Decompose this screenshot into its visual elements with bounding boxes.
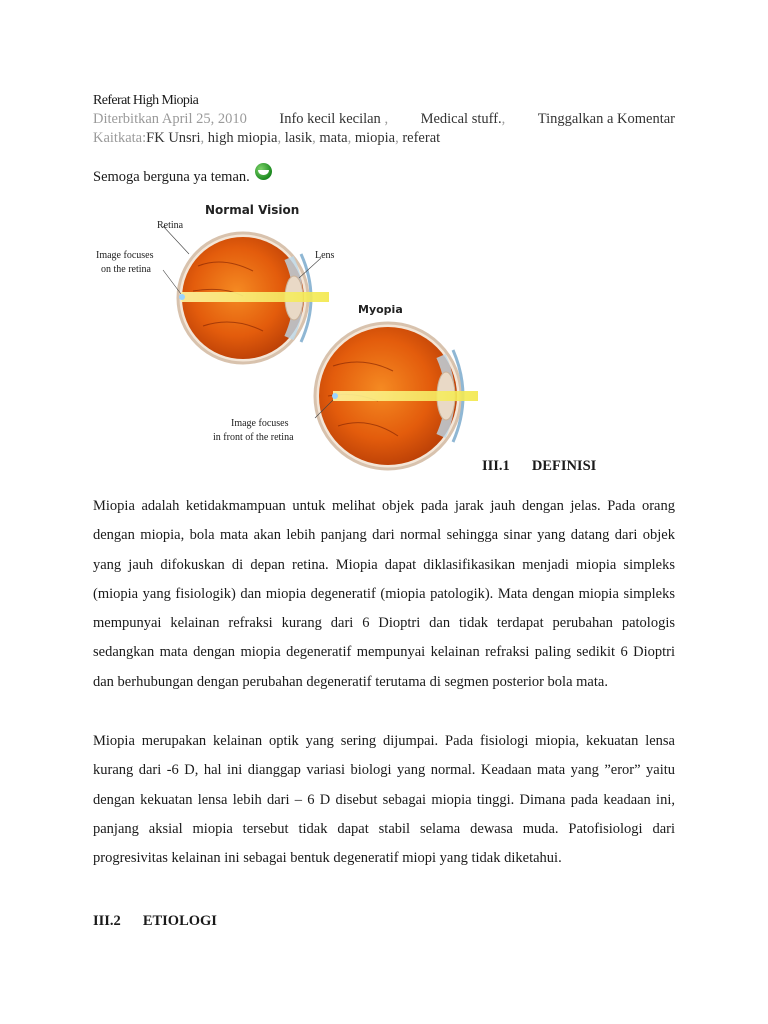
- post-meta: [93, 110, 675, 128]
- published-date: Diterbitkan April 25, 2010: [93, 111, 247, 127]
- retina-label: Retina: [157, 220, 184, 231]
- focus-normal-line1: Image focuses: [96, 250, 154, 261]
- smiley-icon: [255, 163, 272, 180]
- tag-link[interactable]: referat: [402, 130, 441, 146]
- tag-link[interactable]: high miopia: [207, 130, 278, 146]
- greeting: [93, 169, 272, 186]
- myopia-illustration: [93, 196, 493, 476]
- normal-eye-diagram: [163, 226, 329, 363]
- comment-link[interactable]: Tinggalkan a Komentar: [537, 111, 675, 127]
- tag-link[interactable]: miopia: [354, 130, 396, 146]
- section-heading-etiologi: [93, 913, 217, 930]
- greeting-text: Semoga berguna ya teman.: [93, 169, 250, 185]
- post-title: Referat High Miopia: [93, 93, 199, 108]
- myopia-title: Myopia: [358, 303, 403, 316]
- section-number: III.1: [482, 458, 510, 474]
- lens-label: Lens: [315, 250, 335, 261]
- section-title: DEFINISI: [531, 458, 597, 474]
- paragraph: Miopia merupakan kelainan optik yang sering dijumpai. Pada fisiologi miopia, kekuatan lensa kurang dari -6 D, hal ini dianggap variasi biologi yang normal. Keadaan mata yang ”eror” yaitu dengan kekuatan lensa lebih dari – 6 D disebut sebagai miopia tinggi. Dimana pada keadaan ini, panjang aksial miopia tersebut tidak dapat stabil selama dewasa muda. Patofisiologi dari progresivitas kelainan ini sebagai bentuk degeneratif miopi yang tidak diketahui.: [93, 733, 675, 867]
- focus-myopia-line2: in front of the retina: [213, 432, 294, 443]
- tags-label: Kaitkata:: [93, 130, 147, 146]
- section-heading-definisi: [482, 458, 596, 475]
- focus-normal-line2: on the retina: [101, 264, 151, 275]
- tag-link[interactable]: lasik: [284, 130, 313, 146]
- post-tags: Kaitkata:FK Unsri, high miopia, lasik, mata, miopia, referat: [93, 130, 441, 146]
- tag-link[interactable]: mata: [319, 130, 348, 146]
- focus-myopia-line1: Image focuses: [231, 418, 289, 429]
- section-number: III.2: [93, 913, 121, 929]
- tag-link[interactable]: FK Unsri: [146, 130, 201, 146]
- normal-vision-title: Normal Vision: [205, 203, 300, 217]
- myopia-eye-diagram: [315, 323, 478, 469]
- paragraph: Miopia adalah ketidakmampuan untuk melihat objek pada jarak jauh dengan jelas. Pada orang dengan miopia, bola mata akan lebih panjang dari normal sehingga sinar yang datang dari objek yang jauh difokuskan di depan retina. Miopia dapat diklasifikasikan menjadi miopia simpleks (miopia yang fisiologik) dan miopia degeneratif (miopia patologik). Mata dengan miopia simpleks mempunyai kelainan refraksi kurang dari 6 Dioptri dan tidak terdapat perubahan patologis sedangkan mata dengan miopia degeneratif mempunyai kelainan refraksi paling sedikit 6 Dioptri dan berhubungan dengan perubahan degeneratif terutama di segmen posterior bola mata.: [93, 498, 675, 690]
- section-title: ETIOLOGI: [142, 913, 217, 929]
- category-info[interactable]: Info kecil kecilan ,: [279, 111, 389, 127]
- category-medical[interactable]: Medical stuff.,: [420, 111, 506, 127]
